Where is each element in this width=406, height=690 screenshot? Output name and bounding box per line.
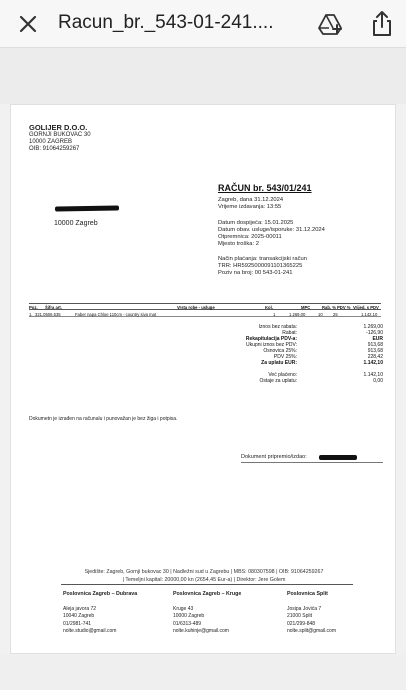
- branch-street: Josipa Jovića 7: [287, 605, 322, 612]
- company-address: GORNJI BUKOVAC 30: [29, 132, 91, 138]
- invoice-delivery-date: Datum obav. usluge/isporuke: 31.12.2024: [218, 227, 325, 233]
- cell-vat: 25: [333, 312, 338, 317]
- branch-email: nolte.studio@gmail.com: [63, 628, 117, 635]
- col-code: Šifra art.: [45, 305, 62, 310]
- col-price: MPC: [301, 305, 311, 310]
- summary-label: Rabat:: [282, 330, 297, 336]
- branch-phone: 01/6313-489: [173, 620, 202, 627]
- branch-kruge: [173, 591, 273, 636]
- summary-label: PDV 25%:: [273, 354, 297, 360]
- summary-labels: [207, 324, 297, 384]
- invoice-cost-center: Mjesto troška: 2: [218, 241, 259, 247]
- redacted-buyer-name: [55, 205, 119, 211]
- invoice-due-date: Datum dospijeća: 15.01.2025: [218, 220, 294, 226]
- company-name: GOLIJER D.O.O.: [29, 123, 88, 132]
- company-city: 10000 ZAGREB: [29, 139, 73, 145]
- col-qty: Kol.: [265, 305, 273, 310]
- viewer-background: [0, 48, 406, 104]
- document-page[interactable]: [10, 104, 396, 654]
- close-icon[interactable]: [14, 10, 42, 38]
- cell-qty: 1: [273, 312, 276, 317]
- branch-city: 21000 Split: [287, 613, 313, 620]
- summary-value: EUR: [372, 336, 383, 342]
- items-table-header: [29, 303, 381, 310]
- footer-divider: [61, 584, 353, 585]
- branch-split: [287, 591, 387, 636]
- branch-title: Poslovnica Zagreb – Dubrava: [63, 591, 138, 597]
- summary-value-total: 1.142,10: [363, 360, 383, 366]
- col-description: Vrsta robe - usluge: [177, 305, 215, 310]
- cell-discount: 10: [318, 312, 323, 317]
- cell-price: 1.269,00: [289, 312, 306, 317]
- company-header: [29, 123, 91, 153]
- branch-dubrava: [63, 591, 163, 636]
- footer-registration: Sjedište: Zagreb, Gornji bukovac 30 | Nadležni sud u Zagrebu | MBS: 080307598 | OIB: 91064259267: [84, 569, 324, 575]
- invoice-payment-info: [218, 256, 307, 277]
- col-discount: Rab. %: [322, 305, 336, 310]
- invoice-issue-time: Vrijeme izdavanja: 13:55: [218, 204, 282, 210]
- summary-value: 0,00: [373, 378, 383, 384]
- summary-label: Već plaćeno:: [268, 372, 297, 378]
- summary-value: 913,68: [367, 342, 383, 348]
- invoice-delivery-info: [218, 220, 325, 248]
- col-pos: Poz.: [29, 305, 38, 310]
- invoice-dispatch: Otpremnica: 2025-00011: [218, 234, 282, 240]
- col-vat: PDV %: [337, 305, 351, 310]
- legal-notice: Dokumetn je izrađen na računalu i punovažan je bez žiga i potpisa.: [29, 416, 178, 422]
- summary-label: Osnovica 25%:: [263, 348, 297, 354]
- company-oib: OIB: 91064259267: [29, 146, 80, 152]
- summary-value: -126,90: [366, 330, 383, 336]
- branch-city: 10000 Zagreb: [173, 613, 205, 620]
- branch-title: Poslovnica Zagreb – Kruge: [173, 591, 242, 597]
- summary-label: Rekapitulacija PDV-a:: [245, 336, 297, 342]
- branch-phone: 01/2981-741: [63, 620, 92, 627]
- buyer-city: 10000 Zagreb: [54, 220, 98, 227]
- summary-values: [341, 324, 383, 384]
- summary-value: 1.142,10: [363, 372, 383, 378]
- summary-value: 228,42: [367, 354, 383, 360]
- branch-email: nolte.kuhinje@gmail.com: [173, 628, 229, 635]
- document-title: Racun_br._543-01-241....: [58, 12, 274, 33]
- col-total: Vrijed. s PDV: [353, 305, 379, 310]
- branch-phone: 021/299-848: [287, 620, 316, 627]
- signature-line: [241, 462, 383, 463]
- summary-value: 1.269,00: [363, 324, 383, 330]
- invoice-dates: [218, 197, 283, 211]
- invoice-trr: TRR: HR5925000091101365225: [218, 263, 303, 269]
- invoice-title: RAČUN br. 543/01/241: [218, 183, 312, 193]
- branch-city: 10040 Zagreb: [63, 613, 95, 620]
- table-row: [29, 311, 381, 317]
- prepared-by-label: Dokument pripremio/izdao:: [241, 454, 307, 460]
- invoice-place-date: Zagreb, dana 31.12.2024: [218, 197, 284, 203]
- cell-code: 321.0506.535: [35, 312, 61, 317]
- branch-email: nolte.split@gmail.com: [287, 628, 336, 635]
- summary-label-total: Za uplatu EUR:: [261, 360, 297, 366]
- invoice-payment-method: Način plaćanja: transakcijski račun: [218, 256, 307, 262]
- summary-label: Iznos bez rabata:: [258, 324, 297, 330]
- redacted-preparer-name: [319, 455, 357, 460]
- add-to-drive-icon[interactable]: [316, 10, 344, 38]
- footer-capital: | Temeljni kapital: 20000,00 kn (2654,45 Eur-a) | Direktor: Jere Golem: [122, 577, 286, 583]
- invoice-reference: Poziv na broj: 00 543-01-241: [218, 270, 293, 276]
- summary-value: 913,68: [367, 348, 383, 354]
- branch-street: Kruge 43: [173, 605, 194, 612]
- branch-street: Aleja javora 72: [63, 605, 97, 612]
- viewer-background-bottom: [0, 655, 406, 690]
- cell-pos: 1.: [29, 312, 33, 317]
- summary-label: Ostaje za uplatu:: [259, 378, 297, 384]
- share-icon[interactable]: [368, 9, 396, 39]
- viewer-toolbar: [0, 0, 406, 48]
- branch-title: Poslovnica Split: [287, 591, 328, 597]
- cell-description: Faber napa Chloe 110cm - country siva mat: [75, 312, 157, 317]
- summary-label: Ukupni iznos bez PDV:: [246, 342, 297, 348]
- cell-total: 1.142,10: [361, 312, 378, 317]
